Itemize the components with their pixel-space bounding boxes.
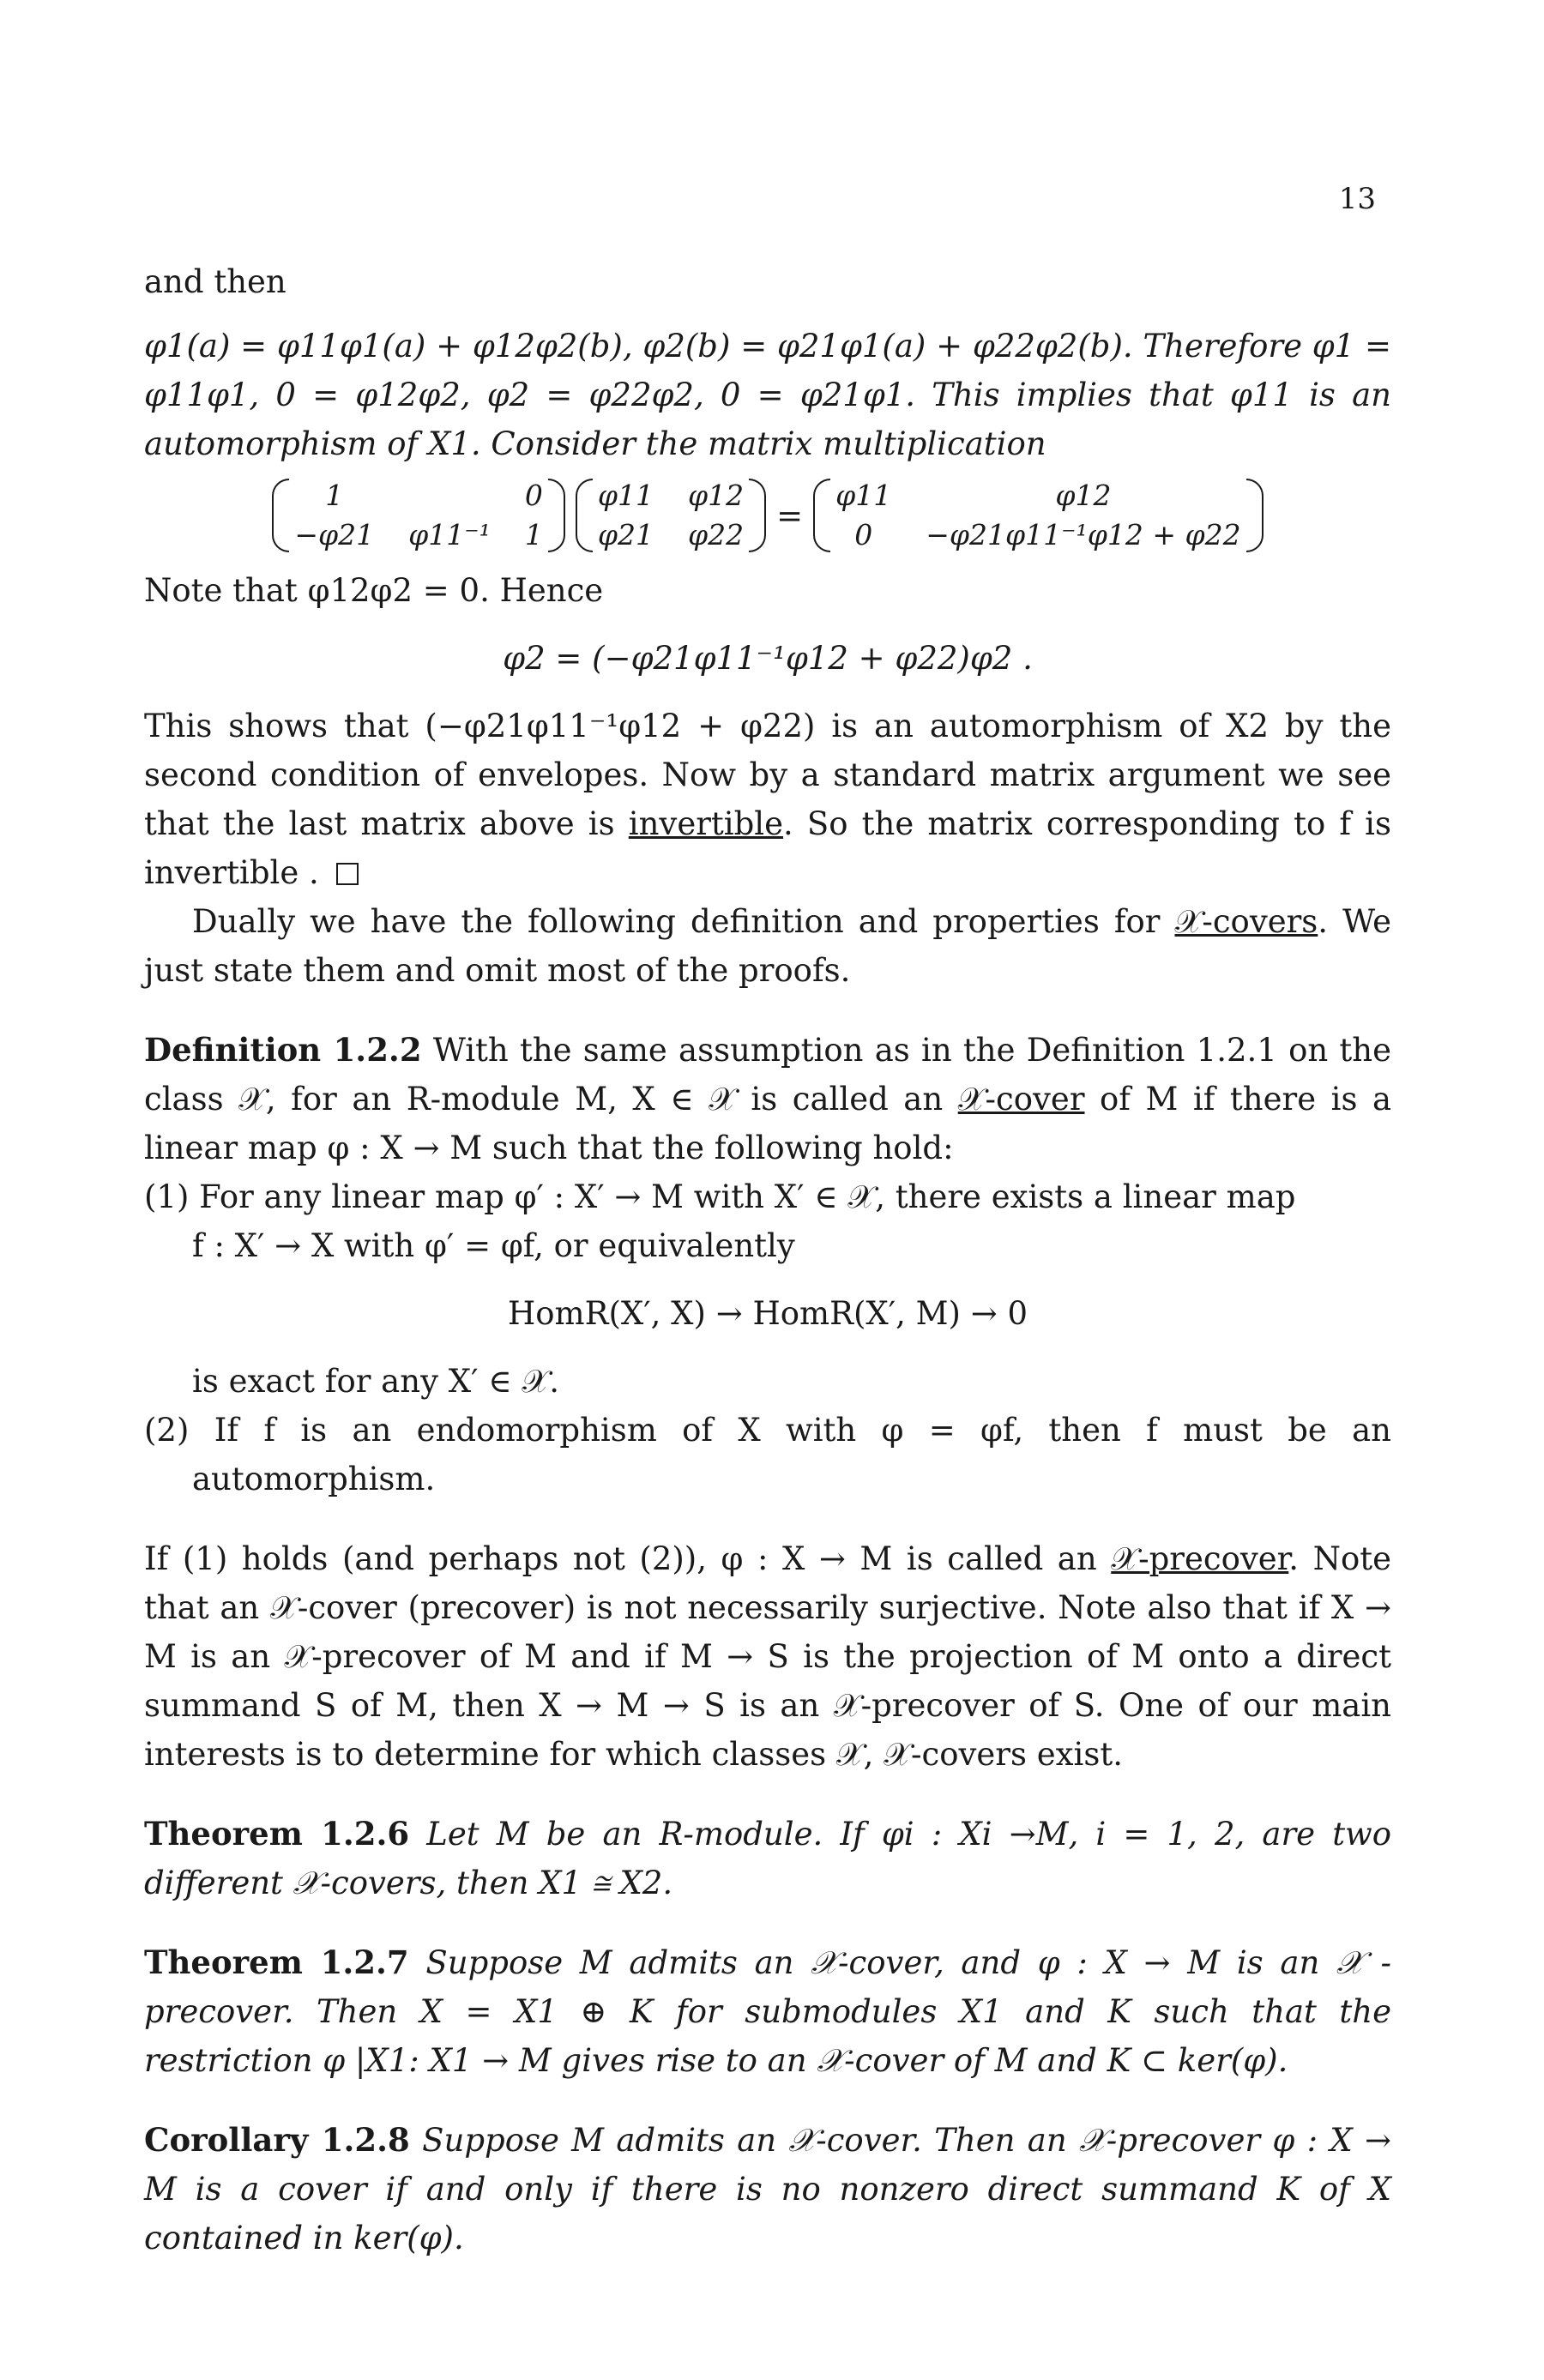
qed-box-icon bbox=[336, 863, 359, 885]
theorem-1-2-6 bbox=[144, 1810, 1391, 1907]
matrix-cell: 1 bbox=[524, 518, 543, 551]
paragraph-dually bbox=[144, 897, 1391, 995]
page-number: 13 bbox=[1338, 182, 1376, 216]
text: . We just state them and omit most of the proofs. bbox=[144, 903, 1391, 989]
text: If (1) holds (and perhaps not (2)), φ : X → M is called an bbox=[144, 1540, 1097, 1577]
matrix-cell: −φ21φ11⁻¹φ12 + φ22 bbox=[926, 518, 1241, 551]
equation-phi2: φ2 = (−φ21φ11⁻¹φ12 + φ22)φ2 . bbox=[503, 640, 1033, 677]
underlined-term: 𝒳-cover bbox=[957, 1081, 1085, 1118]
text: of M if there is a linear map φ : X → M such that the following hold: bbox=[144, 1081, 1392, 1166]
matrix-equation bbox=[144, 477, 1391, 554]
theorem-statement: Let M be an R-module. If φi : Xi →M, i = 1, 2, are two different 𝒳-covers, then X1 ≅ X2. bbox=[144, 1816, 1392, 1901]
matrix-cell: φ21 bbox=[597, 518, 654, 551]
paragraph-phi-relations: φ1(a) = φ11φ1(a) + φ12φ2(b), φ2(b) = φ21φ1(a) + φ22φ2(b). Therefore φ1 = φ11φ1, 0 = φ12φ2, φ2 = φ22φ2, 0 = φ21φ1. This implies that φ11 is an automorphism of X1. Consider the matrix multiplication bbox=[144, 328, 1391, 462]
definition-heading: Definition 1.2.2 bbox=[144, 1031, 422, 1069]
text: Dually we have the following definition and properties for bbox=[192, 903, 1161, 940]
corollary-statement: Suppose M admits an 𝒳-cover. Then an 𝒳-precover φ : X → M is a cover if and only if there is no nonzero direct summand K of X contained in ker(φ). bbox=[144, 2122, 1391, 2256]
paragraph-automorphism bbox=[144, 702, 1391, 897]
matrix-cell: φ11 bbox=[597, 479, 654, 512]
text: . So the matrix corresponding to f is invertible . bbox=[144, 805, 1391, 891]
list-item-2: (2) If f is an endomorphism of X with φ = φf, then f must be an automorphism. bbox=[144, 1412, 1391, 1497]
text: With the same assumption as in the Definition 1.2.1 on the class 𝒳, for an R-module M, X ∈ 𝒳 is called an bbox=[144, 1032, 1392, 1118]
corollary-heading: Corollary 1.2.8 bbox=[144, 2121, 410, 2159]
list-item-1-continued: f : X′ → X with φ′ = φf, or equivalently bbox=[192, 1227, 795, 1264]
list-item-1-exact: is exact for any X′ ∈ 𝒳. bbox=[192, 1363, 559, 1400]
matrix-cell: φ11 bbox=[835, 479, 892, 512]
list-item-1: (1) For any linear map φ′ : X′ → M with X′ ∈ 𝒳, there exists a linear map bbox=[144, 1178, 1296, 1215]
theorem-heading: Theorem 1.2.7 bbox=[144, 1943, 409, 1981]
note-line: Note that φ12φ2 = 0. Hence bbox=[144, 572, 604, 609]
matrix-cell: 1 bbox=[325, 479, 344, 512]
theorem-heading: Theorem 1.2.6 bbox=[144, 1815, 410, 1853]
equals-sign: = bbox=[776, 497, 804, 534]
definition-1-2-2 bbox=[144, 1026, 1391, 1503]
matrix-right bbox=[813, 477, 1263, 554]
matrix-cell: −φ21 bbox=[294, 518, 375, 551]
matrix-cell: φ22 bbox=[688, 518, 745, 551]
text: . Note that an 𝒳-cover (precover) is not necessarily surjective. Note also that if X → M is an 𝒳-precover of M and if M → S is the projection of M onto a direct summand S of M, then X → M → S is an 𝒳-precover of S. One of our main interests is to determine for which classes 𝒳, 𝒳-covers exist. bbox=[144, 1540, 1391, 1773]
page-body bbox=[144, 257, 1391, 2263]
corollary-1-2-8 bbox=[144, 2116, 1391, 2263]
intro-text: and then bbox=[144, 263, 286, 300]
matrix-left bbox=[272, 477, 565, 554]
matrix-middle bbox=[576, 477, 766, 554]
underlined-word: invertible bbox=[628, 805, 784, 842]
theorem-1-2-7 bbox=[144, 1938, 1391, 2085]
underlined-term: 𝒳-covers bbox=[1174, 903, 1318, 940]
underlined-term: 𝒳-precover bbox=[1111, 1540, 1289, 1577]
theorem-statement: Suppose M admits an 𝒳-cover, and φ : X → M is an 𝒳 -precover. Then X = X1 ⊕ K for submodules X1 and K such that the restriction φ |X1: X1 → M gives rise to an 𝒳-cover of M and K ⊂ ker(φ). bbox=[144, 1944, 1392, 2079]
matrix-cell: φ11⁻¹ bbox=[408, 518, 491, 551]
matrix-cell: 0 bbox=[854, 518, 873, 551]
hom-exact-sequence: HomR(X′, X) → HomR(X′, M) → 0 bbox=[507, 1295, 1028, 1332]
matrix-cell: 0 bbox=[524, 479, 543, 512]
matrix-cell: φ12 bbox=[688, 479, 745, 512]
paragraph-precover bbox=[144, 1534, 1391, 1779]
text: This shows that (−φ21φ11⁻¹φ12 + φ22) is an automorphism of X2 by the second condition of envelopes. Now by a standard matrix argument we see that the last matrix above is bbox=[144, 708, 1391, 842]
matrix-cell: φ12 bbox=[1055, 479, 1112, 512]
